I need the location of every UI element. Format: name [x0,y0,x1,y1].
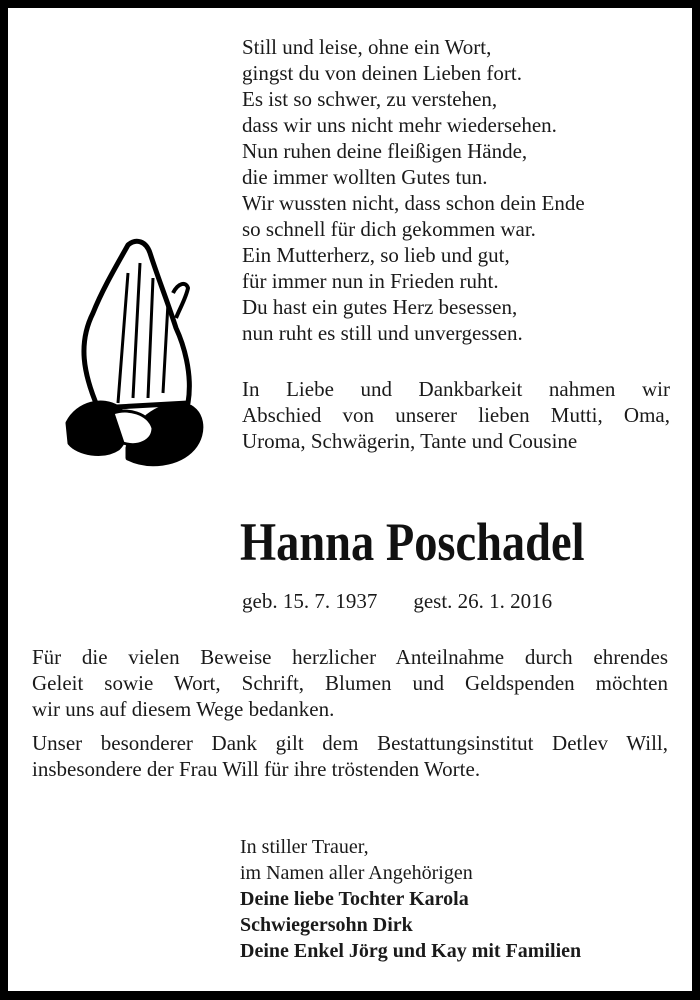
thanks-line: Unser besonderer Dank gilt dem Bestattungsinstitut Detlev Will, [32,731,668,755]
obituary-card [8,8,692,991]
thanks-line: Für die vielen Beweise herzlicher Anteilnahme durch ehrendes [32,645,668,669]
poem-line: so schnell für dich gekommen war. [242,217,536,241]
signature [240,834,581,964]
poem-line: Es ist so schwer, zu verstehen, [242,87,498,111]
thanks-line: insbesondere der Frau Will für ihre tröstenden Worte. [32,757,481,781]
signature-line: im Namen aller Angehörigen [240,862,473,884]
farewell-line: Uroma, Schwägerin, Tante und Cousine [242,429,578,453]
deceased-name: Hanna Poschadel [240,512,585,572]
poem [242,34,585,346]
mourner-line: Deine liebe Tochter Karola [240,888,469,910]
birth-date: geb. 15. 7. 1937 [242,589,378,613]
poem-line: Still und leise, ohne ein Wort, [242,35,492,59]
thanks-line: wir uns auf diesem Wege bedanken. [32,697,335,721]
farewell-line: Abschied von unserer lieben Mutti, Oma, [242,403,670,427]
poem-line: Wir wussten nicht, dass schon dein Ende [242,191,585,215]
poem-line: gingst du von deinen Lieben fort. [242,61,522,85]
poem-line: Ein Mutterherz, so lieb und gut, [242,243,510,267]
poem-line: dass wir uns nicht mehr wiedersehen. [242,113,557,137]
mourner-line: Deine Enkel Jörg und Kay mit Familien [240,940,582,962]
poem-line: für immer nun in Frieden ruht. [242,269,499,293]
farewell-text [242,376,670,454]
poem-line: Du hast ein gutes Herz besessen, [242,295,518,319]
poem-line: die immer wollten Gutes tun. [242,165,488,189]
poem-line: nun ruht es still und unvergessen. [242,321,523,345]
poem-line: Nun ruhen deine fleißigen Hände, [242,139,528,163]
thanks-paragraph [32,644,668,722]
thanks-line: Geleit sowie Wort, Schrift, Blumen und Geldspenden möchten [32,671,668,695]
thanks-text [32,644,668,790]
signature-line: In stiller Trauer, [240,836,369,858]
death-date: gest. 26. 1. 2016 [413,589,553,613]
life-dates [242,588,552,614]
mourner-line: Schwiegersohn Dirk [240,914,413,936]
thanks-paragraph [32,730,668,782]
praying-hands-icon [58,233,208,473]
farewell-line: In Liebe und Dankbarkeit nahmen wir [242,377,670,401]
